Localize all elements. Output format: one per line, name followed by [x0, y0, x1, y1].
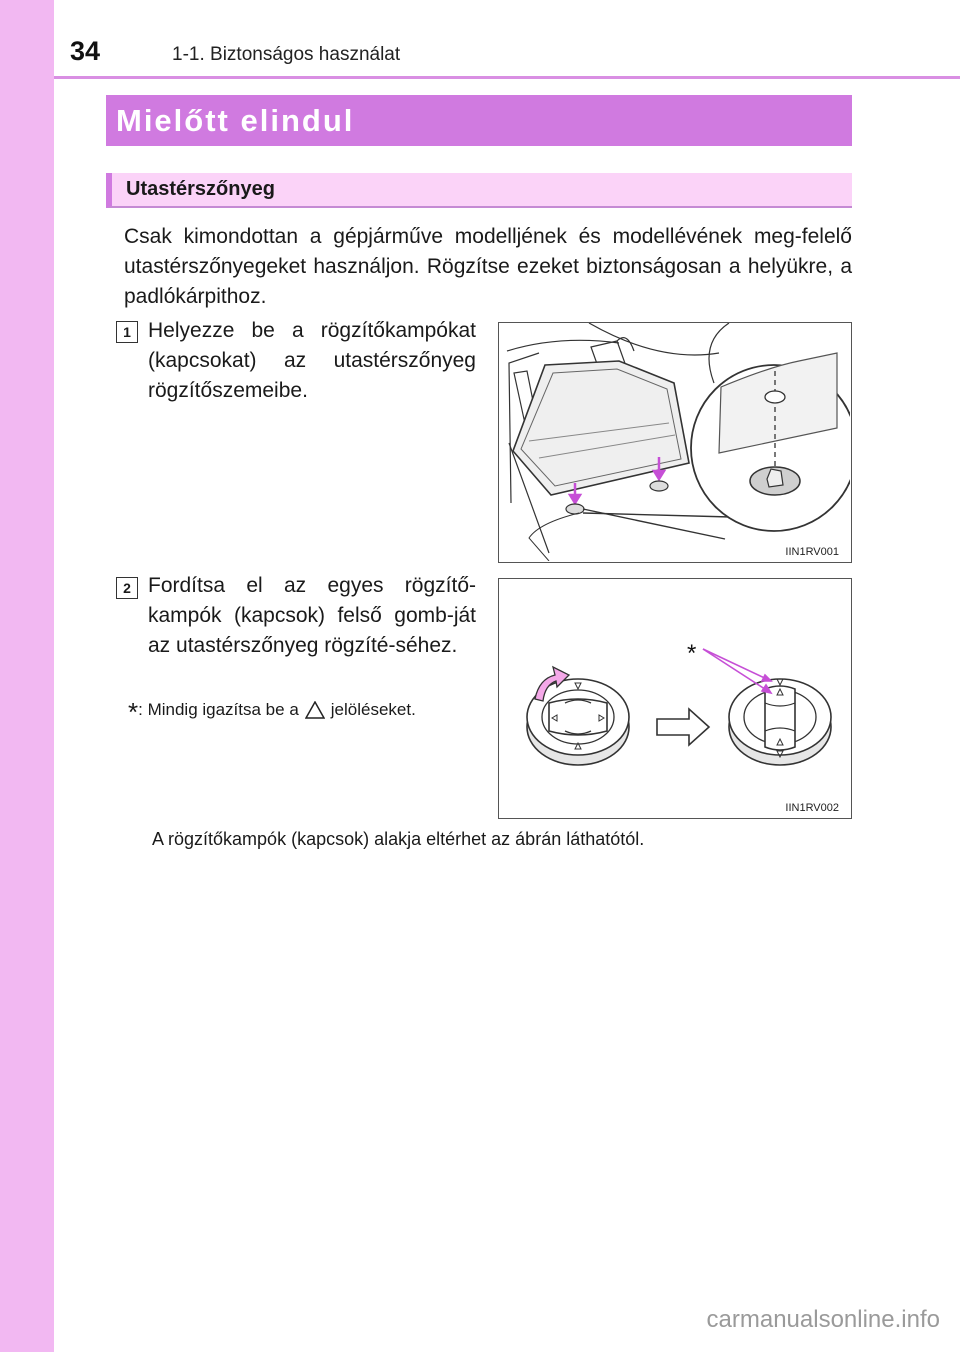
header-rule — [54, 76, 960, 79]
section-title: Mielőtt elindul — [106, 95, 852, 146]
running-head: 1-1. Biztonságos használat — [172, 44, 401, 65]
footnote: A rögzítőkampók (kapcsok) alakja eltérhet az ábrán láthatótól. — [152, 829, 645, 849]
step-badge-2: 2 — [116, 577, 138, 599]
right-arrow-icon — [657, 709, 709, 745]
figure-hook-rotation — [498, 578, 852, 819]
note-text-after: jelöléseket. — [330, 700, 416, 719]
note-line — [128, 697, 416, 728]
figure-code-2: IIN1RV002 — [785, 802, 839, 814]
note-text-before: : Mindig igazítsa be a — [138, 700, 299, 719]
figure-asterisk: * — [687, 640, 697, 667]
figure-floor-mat — [498, 322, 852, 563]
subheading: Utastérszőnyeg — [106, 173, 852, 208]
hook-right — [650, 481, 668, 491]
page-number: 34 — [70, 36, 101, 66]
hook-rotation-illustration — [499, 579, 850, 817]
side-band — [0, 0, 54, 1352]
step-badge-1: 1 — [116, 321, 138, 343]
hook-left — [566, 504, 584, 514]
watermark: carmanualsonline.info — [706, 1306, 940, 1333]
step-text-1: Helyezze be a rögzítőkampókat (kapcsokat) az utastérszőnyeg rögzítőszemeibe. — [148, 319, 476, 402]
floor-mat-illustration — [499, 323, 850, 561]
figure-code-1: IIN1RV001 — [785, 546, 839, 558]
note-asterisk: * — [128, 697, 139, 727]
step-text-2: Fordítsa el az egyes rögzítő-kampók (kapcsok) felső gomb-ját az utastérszőnyeg rögzíté-séhez. — [148, 574, 476, 657]
triangle-outline-icon — [305, 701, 325, 724]
intro-paragraph: Csak kimondottan a gépjárműve modelljének és modellévének meg-felelő utastérszőnyegeket használjon. Rögzítse ezeket biztonságosan a helyükre, a padlókárpithoz. — [124, 225, 852, 308]
